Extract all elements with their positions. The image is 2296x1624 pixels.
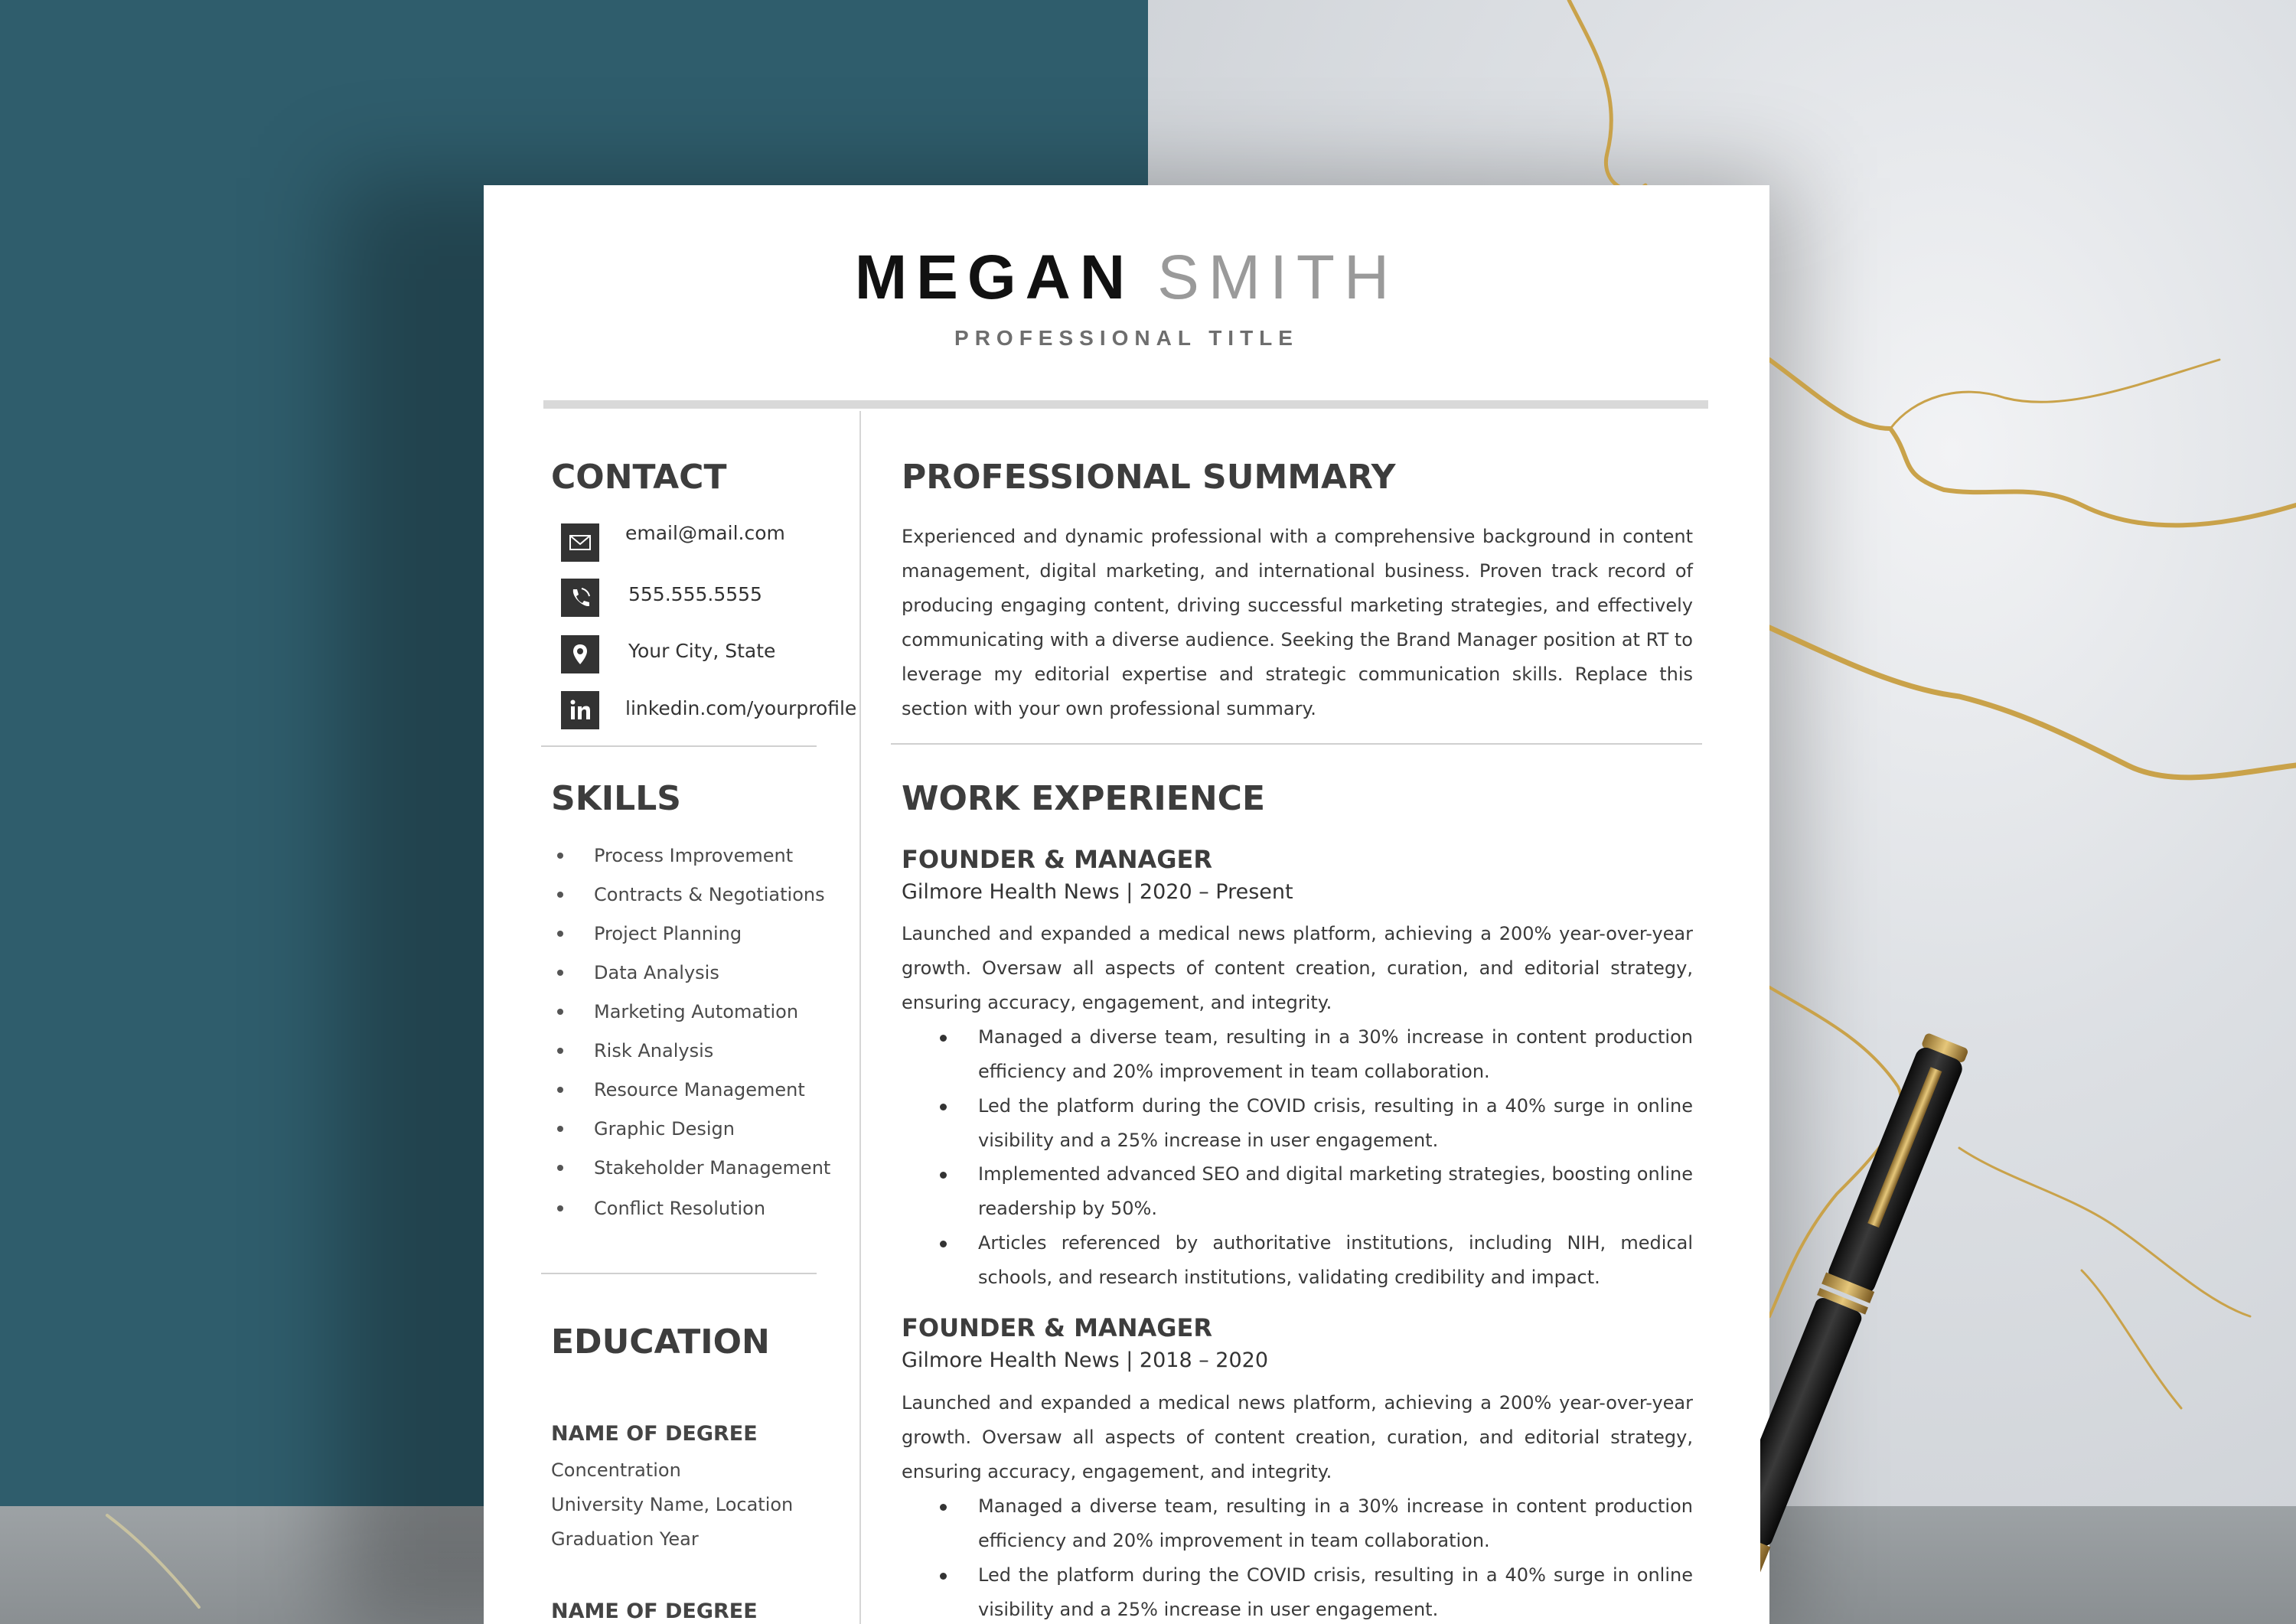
- location-pin-icon: [561, 635, 599, 673]
- bullet-dot: [557, 1009, 563, 1015]
- location-text: Your City, State: [628, 640, 776, 662]
- job-company-dates: Gilmore Health News | 2020 – Present: [902, 880, 1293, 904]
- bullet-dot: [940, 1573, 947, 1580]
- bullet-dot: [557, 853, 563, 859]
- degree-concentration: Concentration: [551, 1459, 681, 1481]
- university-name: University Name, Location: [551, 1494, 794, 1515]
- contact-heading: CONTACT: [551, 458, 727, 497]
- candidate-name: [484, 243, 1769, 312]
- bullet-dot: [557, 1165, 563, 1171]
- resume-sheet: MEGAN SMITH PROFESSIONAL TITLE CONTACT email@mail.com 555.555.5555 Your City, State linkedin.com/yourprofile SKILLS Process Improvement Contracts & Negotiations Project Planning Data Analysis Marketing Automation Risk Analysis Resource Management Graphic Design Stakeholder Management Conflict Resolution EDUCATION NAME OF DEGREE Concentration University Name, Location Graduation Year NAME OF DEGREE PROFESSIONAL SUMMARY Experienced and dynamic professional with a comprehensive background in content management, digital marketing, and international business. Proven track record of producing engaging content, driving successful marketing strategies, and effectively communicating with a diverse audience. Seeking the Brand Manager position at RT to leverage my editorial expertise and strategic communication skills. Replace this section with your own professional summary. WORK EXPERIENCE FOUNDER & MANAGER Gilmore Health News | 2020 – Present Launched and expanded a medical news platform, achieving a 200% year-over-year growth. Oversaw all aspects of content creation, curation, and editorial strategy, ensuring accuracy, engagement, and integrity. Managed a diverse team, resulting in a 30% increase in content production efficiency and 20% improvement in team collaboration. Led the platform during the COVID crisis, resulting in a 40% surge in online visibility and a 25% increase in user engagement. Implemented advanced SEO and digital marketing strategies, boosting online readership by 50%. Articles referenced by authoritative institutions, including NIH, medical schools, and research institutions, validating credibility and impact. FOUNDER & MANAGER Gilmore Health News | 2018 – 2020 Launched and expanded a medical news platform, achieving a 200% year-over-year growth. Oversaw all aspects of content creation, curation, and editorial strategy, ensuring accuracy, engagement, and integrity. Managed a diverse team, resulting in a 30% increase in content production efficiency and 20% improvement in team collaboration. Led the platform during the COVID crisis, resulting in a 40% surge in online visibility and a 25% increase in user engagement.: [484, 185, 1769, 1624]
- bullet-dot: [557, 892, 563, 898]
- job-bullet: Managed a diverse team, resulting in a 30% increase in content production efficiency and 20% improvement in team collaboration.: [978, 1489, 1693, 1558]
- job-bullet: Articles referenced by authoritative institutions, including NIH, medical schools, and research institutions, validating credibility and impact.: [978, 1226, 1693, 1295]
- job-bullet: Implemented advanced SEO and digital marketing strategies, boosting online readership by 50%.: [978, 1157, 1693, 1226]
- job-title: FOUNDER & MANAGER: [902, 1313, 1212, 1342]
- bullet-dot: [557, 1205, 563, 1211]
- contact-divider: [541, 745, 817, 747]
- summary-heading: PROFESSIONAL SUMMARY: [902, 458, 1396, 497]
- fountain-pen-image: [1760, 1018, 2013, 1624]
- summary-divider: [891, 743, 1702, 745]
- header-divider: [543, 400, 1708, 409]
- job-description: Launched and expanded a medical news platform, achieving a 200% year-over-year growth. Oversaw all aspects of content creation, curation, and editorial strategy, ensuring accuracy, engagement, and integrity.: [902, 923, 1693, 1013]
- bullet-dot: [940, 1035, 947, 1042]
- bullet-dot: [940, 1241, 947, 1247]
- bullet-dot: [940, 1104, 947, 1110]
- job-bullet: Led the platform during the COVID crisis, resulting in a 40% surge in online visibility and a 25% increase in user engagement.: [978, 1558, 1693, 1624]
- envelope-icon: [561, 523, 599, 562]
- linkedin-text[interactable]: linkedin.com/yourprofile: [625, 697, 857, 719]
- last-name: SMITH: [1157, 243, 1399, 312]
- skills-divider: [541, 1273, 817, 1274]
- summary-text: Experienced and dynamic professional with a comprehensive background in content management, digital marketing, and international business. Proven track record of producing engaging content, driving successful marketing strategies, and effectively communicating with a diverse audience. Seeking the Brand Manager position at RT to leverage my editorial expertise and strategic communication skills. Replace this section with your own professional summary.: [902, 526, 1693, 719]
- first-name: MEGAN: [854, 243, 1135, 312]
- professional-title: PROFESSIONAL TITLE: [954, 326, 1299, 350]
- job-bullet: Led the platform during the COVID crisis, resulting in a 40% surge in online visibility and a 25% increase in user engagement.: [978, 1089, 1693, 1158]
- education-heading: EDUCATION: [551, 1322, 770, 1361]
- phone-icon: [561, 579, 599, 617]
- bullet-dot: [557, 1126, 563, 1132]
- bullet-dot: [940, 1504, 947, 1511]
- bullet-dot: [557, 1087, 563, 1093]
- degree-name: NAME OF DEGREE: [551, 1600, 758, 1623]
- bullet-dot: [940, 1172, 947, 1179]
- job-description: Launched and expanded a medical news platform, achieving a 200% year-over-year growth. Oversaw all aspects of content creation, curation, and editorial strategy, ensuring accuracy, engagement, and integrity.: [902, 1392, 1693, 1482]
- phone-text: 555.555.5555: [628, 583, 762, 605]
- bullet-dot: [557, 1048, 563, 1054]
- bullet-dot: [557, 970, 563, 976]
- job-title: FOUNDER & MANAGER: [902, 845, 1212, 874]
- job-company-dates: Gilmore Health News | 2018 – 2020: [902, 1348, 1268, 1372]
- degree-name: NAME OF DEGREE: [551, 1422, 758, 1446]
- column-divider: [859, 411, 861, 1624]
- job-bullet: Managed a diverse team, resulting in a 30% increase in content production efficiency and 20% improvement in team collaboration.: [978, 1020, 1693, 1089]
- graduation-year: Graduation Year: [551, 1528, 699, 1550]
- bullet-dot: [557, 931, 563, 937]
- email-text: email@mail.com: [625, 522, 785, 544]
- experience-heading: WORK EXPERIENCE: [902, 779, 1265, 818]
- linkedin-icon: [561, 691, 599, 729]
- skills-heading: SKILLS: [551, 779, 681, 818]
